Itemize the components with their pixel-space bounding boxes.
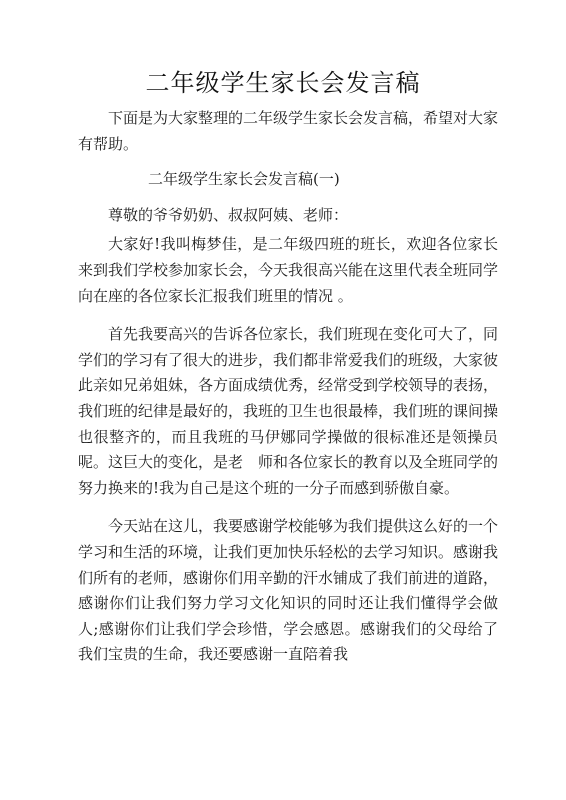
- body-paragraph: 今天站在这儿，我要感谢学校能够为我们提供这么好的一个学习和生活的环境，让我们更加快乐轻松的去学习知识。感谢我们所有的老师，感谢你们用辛勤的汗水铺成了我们前进的道路，感谢你们让我们努力学习文化知识的同时还让我们懂得学会做人;感谢你们让我们学会珍惜，学会感恩。感谢我们的父母给了我们宝贵的生命，我还要感谢一直陪着我: [78, 517, 499, 664]
- document-title: 二年级学生家长会发言稿: [145, 69, 421, 97]
- section-subtitle: 二年级学生家长会发言稿(一): [148, 170, 340, 189]
- document-body: [78, 106, 498, 668]
- greeting-line: 尊敬的爷爷奶奶、叔叔阿姨、老师：: [108, 205, 349, 224]
- body-paragraph: 大家好!我叫梅梦佳，是二年级四班的班长，欢迎各位家长来到我们学校参加家长会，今天我很高兴能在这里代表全班同学向在座的各位家长汇报我们班里的情况 。: [78, 235, 499, 305]
- body-paragraph: 首先我要高兴的告诉各位家长，我们班现在变化可大了，同学们的学习有了很大的进步，我们都非常爱我们的班级，大家彼此亲如兄弟姐妹，各方面成绩优秀，经常受到学校领导的表扬，我们班的纪律是最好的，我班的卫生也很最棒，我们班的课间操也很整齐的，而且我班的马伊娜同学操做的很标准还是领操员呢。这巨大的变化，是老 师和各位家长的教育以及全班同学的努力换来的!我为自己是这个班的一分子而感到骄傲自豪。: [78, 325, 499, 497]
- intro-paragraph: 下面是为大家整理的二年级学生家长会发言稿，希望对大家有帮助。: [78, 109, 499, 153]
